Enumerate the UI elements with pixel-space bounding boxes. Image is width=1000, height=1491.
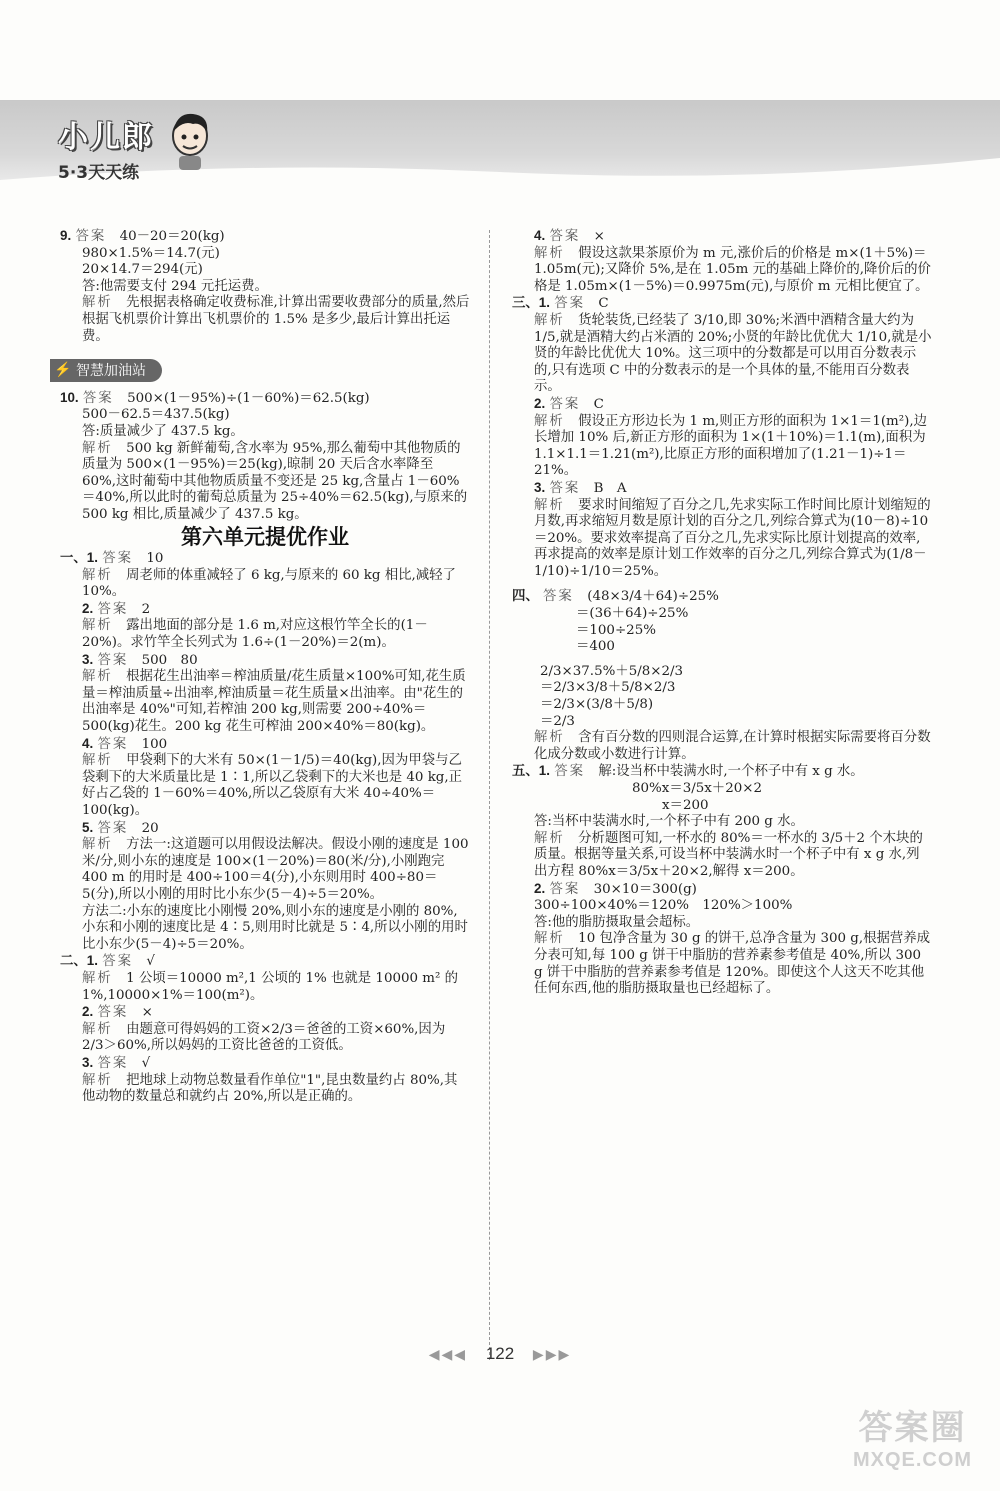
section-title: 第六单元提优作业	[181, 525, 349, 549]
next-arrows-icon: ▶▶▶	[532, 1346, 572, 1362]
page-number: 122	[485, 1344, 515, 1363]
column-divider	[489, 230, 490, 1360]
answer-item: 2. 答案 C 解析 假设正方形边长为 1 m,则正方形的面积为 1×1＝1(m²),边长增加 10% 后,新正方形的面积为 1×(1＋10%)＝1.1(m),面积为 1.1×1.1＝1.21(m²),比原正方形的面积增加了(1.21－1)÷1＝21%。	[534, 395, 930, 479]
site-watermark: 答案圈 MXQE.COM	[852, 1409, 973, 1471]
section-banner: ⚡ 智慧加油站	[50, 359, 162, 382]
answer-item: 2. 答案 × 解析 由题意可得妈妈的工资×2/3＝爸爸的工资×60%,因为 2/3＞60%,所以妈妈的工资比爸爸的工资低。	[82, 1004, 450, 1054]
answer-item: 2. 答案 2 解析 露出地面的部分是 1.6 m,对应这根竹竿全长的(1－20%)。求竹竿全长列式为 1.6÷(1－20%)＝2(m)。	[82, 600, 428, 651]
right-column	[512, 228, 932, 998]
lightning-icon: ⚡	[54, 361, 72, 378]
question-10: 10. 答案 500×(1－95%)÷(1－60%)＝62.5(kg) 500－62.5＝437.5(kg) 答:质量减少了 437.5 kg。 解析 500 kg 新鲜葡萄,含水率为 95%,那么葡萄中其他物质的质量为 500×(1－95%)＝25(kg),晾制 20 天后含水率降至 60%,这时葡萄中其他物质质量不变还是 25 kg,含量占 1－60%＝40%,所以此时的葡萄总质量为 25÷40%＝62.5(kg),与原来的 500 kg 相比,质量减少了 437.5 kg。	[60, 389, 472, 522]
brand-series: 5·3天天练	[58, 163, 140, 183]
answer-item: 2. 答案 30×10＝300(g) 300÷100×40%＝120% 120%＞100% 答:他的脂肪摄取量会超标。 解析 10 包净含量为 30 g 的饼干,总净含量为 300 g,根据营养成分表可知,每 100 g 饼干中脂肪的营养素参考值是 40%,所以 300 g 饼干中脂肪的营养素参考值是 120%。即使这个人这天不吃其他任何东西,他的脂肪摄取量也已经超标了。	[534, 880, 931, 997]
mascot-boy-icon	[165, 110, 215, 172]
answer-item: 五、1. 答案 解:设当杯中装满水时,一个杯子中有 x g 水。 80%x＝3/5x＋20×2 x＝200 答:当杯中装满水时,一个杯子中有 200 g 水。 解析 分析题图可知,一杯水的 80%＝一杯水的 3/5＋2 个木块的质量。根据等量关系,可设当杯中装满水时一个杯子中有 x g 水,列出方程 80%x＝3/5x＋20×2,解得 x＝200。	[512, 763, 923, 879]
answer-item: 3. 答案 √ 解析 把地球上动物总数量看作单位"1",昆虫数量约占 80%,其他动物的数量总和就约占 20%,所以是正确的。	[82, 1054, 458, 1105]
brand-name: 小儿郎	[58, 120, 154, 155]
prev-arrows-icon: ◀◀◀	[428, 1346, 468, 1362]
part-four: 四、 答案 (48×3/4＋64)÷25% ＝(36＋64)÷25% ＝100÷25% ＝400 2/3×37.5%＋5/8×2/3 ＝2/3×3/8＋5/8×2/3 ＝2/3×(3/8＋5/8) ＝2/3 解析 含有百分数的四则混合运算,在计算时根据实际需要将百分数化成分数或小数进行计算。	[512, 588, 931, 762]
answer-item: 一、1. 答案 10 解析 周老师的体重减轻了 6 kg,与原来的 60 kg 相比,减轻了 10%。	[60, 550, 461, 600]
part-one	[60, 550, 473, 953]
answer-item: 三、1. 答案 C 解析 货轮装货,已经装了 3/10,即 30%;米酒中酒精含量大约为 1/5,就是酒精大约占米酒的 20%;小贤的年龄比优优大 1/10,就是小贤的年龄比优优大 10%。这三项中的分数都是可以用百分数表示的,只有选项 C 中的分数表示的是一个具体的量,不能用百分数表示。	[512, 295, 932, 395]
part-two	[60, 953, 470, 1105]
left-column	[54, 228, 473, 1106]
answer-item: 3. 答案 B A 解析 要求时间缩短了百分之几,先求实际工作时间比原计划缩短的月数,再求缩短月数是原计划的百分之几,列综合算式为(10－8)÷10＝20%。要求效率提高了百分之几,先求实际比原计划提高的效率,再求提高的效率是原计划工作效率的百分之几,列综合算式为(1/8－1/10)÷1/10＝25%。	[534, 479, 931, 579]
question-9: 9. 答案 40－20＝20(kg) 980×1.5%＝14.7(元) 20×14.7＝294(元) 答:他需要支付 294 元托运费。 解析 先根据表格确定收费标准,计算出需要收费部分的质量,然后根据飞机票价计算出飞机票价的 1.5% 是多少,最后计算出托运费。	[60, 228, 470, 344]
part-five	[512, 763, 932, 997]
answer-item: 4. 答案 100 解析 甲袋剩下的大米有 50×(1－1/5)＝40(kg),因为甲袋与乙袋剩下的大米质量比是 1∶1,所以乙袋剩下的大米也是 40 kg,正好占乙袋的 1－60%＝40%,所以乙袋原有大米 40÷40%＝100(kg)。	[82, 735, 463, 818]
answer-item: 二、1. 答案 √ 解析 1 公顷＝10000 m²,1 公顷的 1% 也就是 10000 m² 的 1%,10000×1%＝100(m²)。	[60, 953, 463, 1003]
part-three	[512, 295, 932, 580]
answer-item: 4. 答案 × 解析 假设这款果茶原价为 m 元,涨价后的价格是 m×(1＋5%)＝1.05m(元);又降价 5%,是在 1.05m 元的基础上降价的,降价后的价格是 1.05m×(1－5%)＝0.9975m(元),与原价 m 元相比便宜了。	[534, 228, 931, 294]
answer-item: 3. 答案 500 80 解析 根据花生出油率＝榨油质量/花生质量×100%可知,花生质量＝榨油质量÷出油率,榨油质量＝花生质量×出油率。由"花生的出油率是 40%"可知,若榨油 200 kg,则需要 200÷40%＝500(kg)花生。200 kg 花生可榨油 200×40%＝80(kg)。	[82, 651, 466, 735]
page-footer	[0, 1344, 1000, 1364]
brand-logo	[58, 112, 154, 183]
answer-item: 5. 答案 20 解析 方法一:这道题可以用假设法解决。假设小刚的速度是 100 米/分,则小东的速度是 100×(1－20%)＝80(米/分),小刚跑完 400 m 的用时是 400÷100＝4(分),小东则用时 400÷80＝5(分),所以小刚的用时比小东少(5－4)÷5＝20%。 方法二:小东的速度比小刚慢 20%,则小东的速度是小刚的 80%,小东和小刚的速度比是 4∶5,则用时比就是 5∶4,所以小刚的用时比小东少(5－4)÷5＝20%。	[82, 819, 473, 952]
